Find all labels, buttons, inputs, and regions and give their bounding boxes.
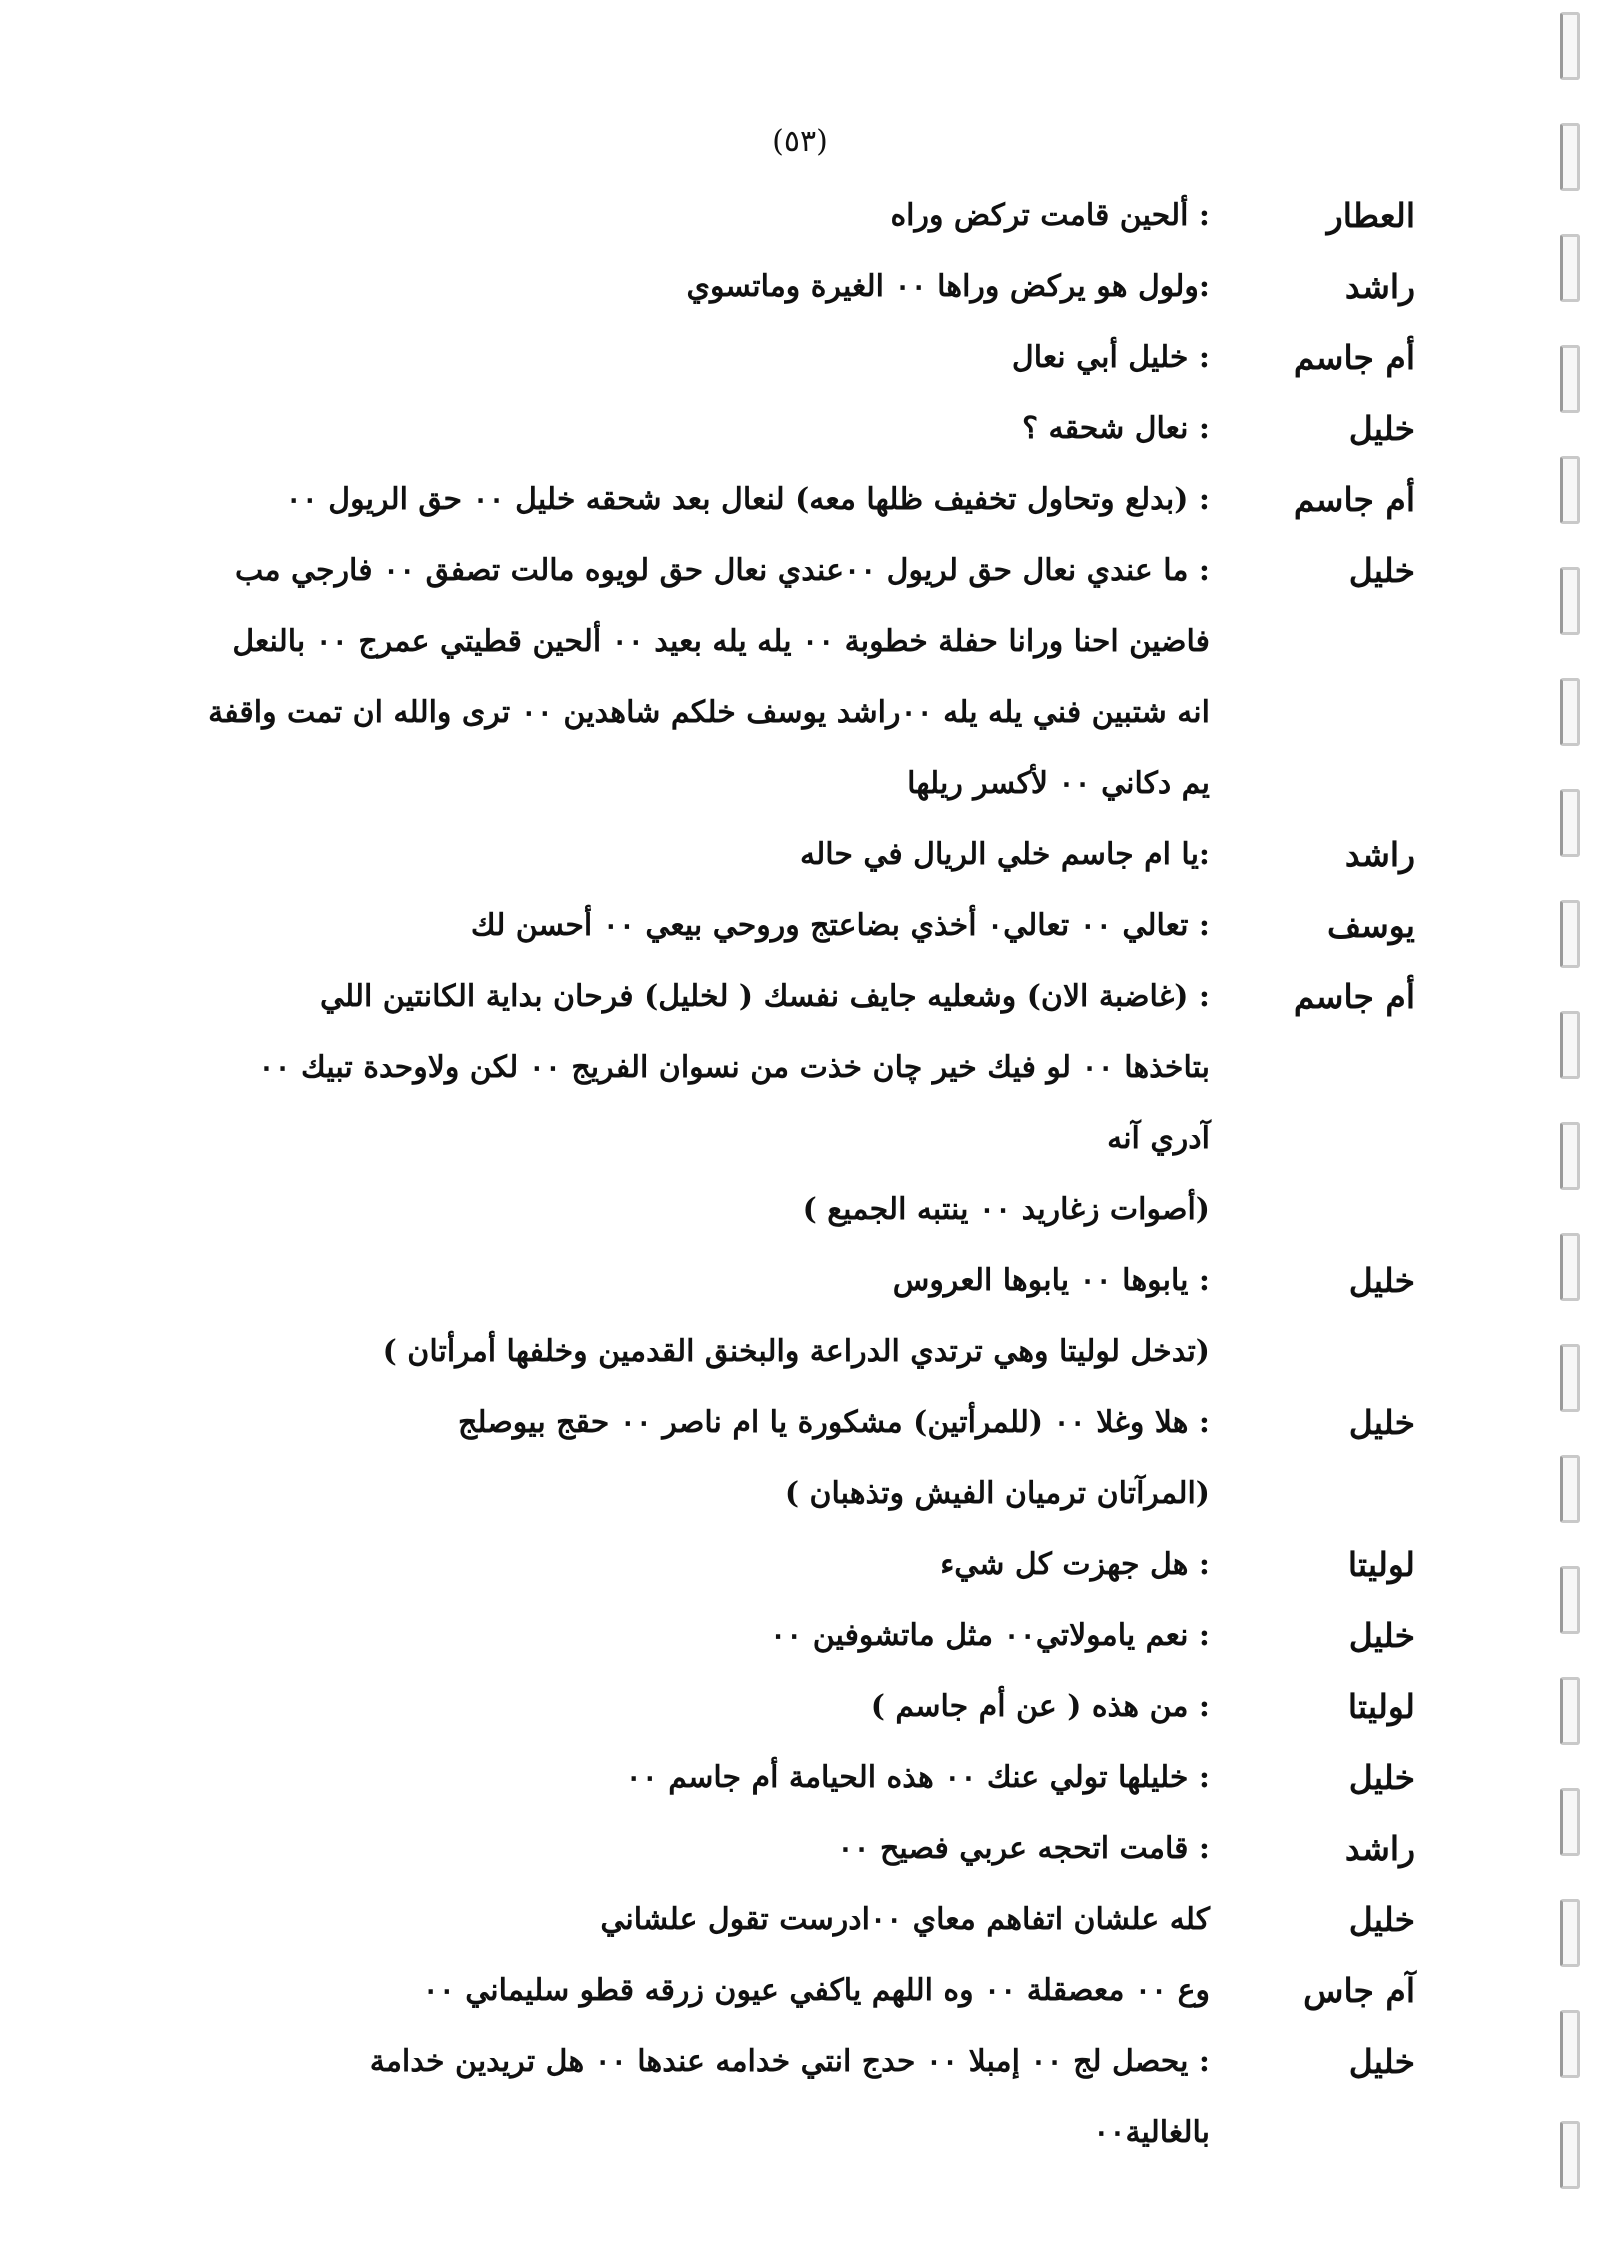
dialogue-text: : (غاضبة الان) وشعليه جايف نفسك ( لخليل) فرحان بداية الكانتين اللي bbox=[319, 979, 1210, 1014]
binder-ring-icon bbox=[1560, 1455, 1580, 1523]
script-line bbox=[185, 2097, 1415, 2168]
dialogue-text: : هلا وغلا ٠٠ (للمرأتين) مشكورة يا ام ناصر ٠٠ حقج بيوصلج bbox=[458, 1405, 1210, 1440]
dialogue-text: :يا ام جاسم خلي الريال في حاله bbox=[800, 837, 1210, 872]
speaker-name: راشد bbox=[1344, 267, 1415, 306]
binder-ring-icon bbox=[1560, 1899, 1580, 1967]
script-line bbox=[185, 1671, 1415, 1742]
binder-ring-icon bbox=[1560, 1122, 1580, 1190]
dialogue-text: : (بدلع وتحاول تخفيف ظلها معه) لنعال بعد شحقه خليل ٠٠ حق الريول ٠٠ bbox=[285, 482, 1210, 517]
script-line bbox=[185, 1742, 1415, 1813]
dialogue-text: : ألحين قامت تركض وراه bbox=[890, 198, 1210, 233]
script-line bbox=[185, 2026, 1415, 2097]
dialogue-text: : يحصل لج ٠٠ إمبلا ٠٠ حدج انتي خدامه عندها ٠٠ هل تريدين خدامة bbox=[369, 2044, 1210, 2079]
script-line bbox=[185, 1387, 1415, 1458]
script-line bbox=[185, 535, 1415, 606]
script-line bbox=[185, 322, 1415, 393]
binder-ring-icon bbox=[1560, 345, 1580, 413]
speaker-name: أم جاسم bbox=[1293, 977, 1415, 1016]
script-line bbox=[185, 180, 1415, 251]
binder-ring-icon bbox=[1560, 234, 1580, 302]
dialogue-text: بالغالية٠٠ bbox=[1093, 2115, 1210, 2150]
binder-ring-icon bbox=[1560, 567, 1580, 635]
binder-ring-icon bbox=[1560, 1677, 1580, 1745]
speaker-name: خليل bbox=[1348, 551, 1415, 590]
binder-ring-icon bbox=[1560, 2010, 1580, 2078]
script-line bbox=[185, 819, 1415, 890]
dialogue-text: : نعال شحقه ؟ bbox=[1022, 411, 1210, 446]
script-line bbox=[185, 961, 1415, 1032]
speaker-name: خليل bbox=[1348, 1758, 1415, 1797]
speaker-name: لوليتا bbox=[1347, 1687, 1415, 1726]
script-line bbox=[185, 1032, 1415, 1103]
script-line bbox=[185, 1955, 1415, 2026]
script-line bbox=[185, 464, 1415, 535]
dialogue-text: (تدخل لوليتا وهي ترتدي الدراعة والبخنق القدمين وخلفها أمرأتان ) bbox=[382, 1334, 1210, 1369]
dialogue-text: :ولول هو يركض وراها ٠٠ الغيرة وماتسوي bbox=[686, 269, 1210, 304]
dialogue-text: : يابوها ٠٠ يابوها العروس bbox=[892, 1263, 1210, 1298]
speaker-name: لوليتا bbox=[1347, 1545, 1415, 1584]
binder-ring-icon bbox=[1560, 12, 1580, 80]
script-line bbox=[185, 1103, 1415, 1174]
dialogue-text: (المرآتان ترميان الفيش وتذهبان ) bbox=[784, 1476, 1210, 1511]
binder-ring-icon bbox=[1560, 1566, 1580, 1634]
binder-ring-icon bbox=[1560, 2121, 1580, 2189]
dialogue-text: : تعالي ٠٠ تعالي٠ أخذي بضاعتج وروحي بيعي ٠٠ أحسن لك bbox=[470, 908, 1210, 943]
binder-ring-icon bbox=[1560, 456, 1580, 524]
script-line bbox=[185, 1245, 1415, 1316]
script-line bbox=[185, 748, 1415, 819]
dialogue-text: : خليل أبي نعال bbox=[1011, 340, 1210, 375]
dialogue-text: : نعم يامولاتي٠٠ مثل ماتشوفين ٠٠ bbox=[770, 1618, 1210, 1653]
dialogue-text: وع ٠٠ معصقلة ٠٠ وه اللهم ياكفي عيون زرقه قطو سليماني ٠٠ bbox=[422, 1973, 1210, 2008]
dialogue-text: كله علشان اتفاهم معاي ٠٠ادرست تقول علشاني bbox=[600, 1902, 1210, 1937]
dialogue-text: فاضين احنا ورانا حفلة خطوبة ٠٠ يله يله بعيد ٠٠ ألحين قطيتي عمرج ٠٠ بالنعل bbox=[232, 624, 1210, 659]
speaker-name: راشد bbox=[1344, 1829, 1415, 1868]
dialogue-text: يم دكاني ٠٠ لأكسر ريلها bbox=[907, 766, 1210, 801]
dialogue-text: : هل جهزت كل شيء bbox=[940, 1547, 1210, 1582]
dialogue-text: بتاخذها ٠٠ لو فيك خير چان خذت من نسوان الفريج ٠٠ لكن ولاوحدة تبيك ٠٠ bbox=[258, 1050, 1210, 1085]
speaker-name: آم جاس bbox=[1303, 1971, 1415, 2010]
dialogue-text: (أصوات زغاريد ٠٠ ينتبه الجميع ) bbox=[802, 1192, 1210, 1227]
script-line bbox=[185, 606, 1415, 677]
script-line bbox=[185, 251, 1415, 322]
script-line bbox=[185, 1813, 1415, 1884]
dialogue-text: : ما عندي نعال حق لريول ٠٠عندي نعال حق لويوه مالت تصفق ٠٠ فارجي مب bbox=[235, 553, 1210, 588]
script-line bbox=[185, 1316, 1415, 1387]
binder-ring-icon bbox=[1560, 123, 1580, 191]
speaker-name: خليل bbox=[1348, 1900, 1415, 1939]
dialogue-text: : من هذه ( عن أم جاسم ) bbox=[870, 1689, 1210, 1724]
script-line bbox=[185, 1174, 1415, 1245]
speaker-name: راشد bbox=[1344, 835, 1415, 874]
binder-ring-icon bbox=[1560, 1011, 1580, 1079]
script-line bbox=[185, 1529, 1415, 1600]
speaker-name: خليل bbox=[1348, 2042, 1415, 2081]
binder-ring-icon bbox=[1560, 678, 1580, 746]
binder-ring-icon bbox=[1560, 1233, 1580, 1301]
script-line bbox=[185, 1884, 1415, 1955]
binder-ring-icon bbox=[1560, 1344, 1580, 1412]
speaker-name: خليل bbox=[1348, 1616, 1415, 1655]
binder-ring-icon bbox=[1560, 789, 1580, 857]
speaker-name: خليل bbox=[1348, 409, 1415, 448]
speaker-name: العطار bbox=[1326, 196, 1415, 235]
speaker-name: أم جاسم bbox=[1293, 480, 1415, 519]
speaker-name: خليل bbox=[1348, 1261, 1415, 1300]
script-line bbox=[185, 890, 1415, 961]
page-number: (٥٣) bbox=[772, 124, 828, 159]
binder-ring-icon bbox=[1560, 1788, 1580, 1856]
script-line bbox=[185, 677, 1415, 748]
binder-rings bbox=[1530, 0, 1600, 2262]
speaker-name: أم جاسم bbox=[1293, 338, 1415, 377]
script-line bbox=[185, 393, 1415, 464]
dialogue-text: : قامت اتحجه عربي فصيح ٠٠ bbox=[837, 1831, 1210, 1866]
speaker-name: يوسف bbox=[1326, 906, 1415, 945]
script-body bbox=[185, 180, 1415, 2168]
speaker-name: خليل bbox=[1348, 1403, 1415, 1442]
dialogue-text: انه شتبين فني يله يله ٠٠راشد يوسف خلكم شاهدين ٠٠ ترى والله ان تمت واقفة bbox=[208, 695, 1210, 730]
binder-ring-icon bbox=[1560, 900, 1580, 968]
script-line bbox=[185, 1458, 1415, 1529]
dialogue-text: آدري آنه bbox=[1107, 1121, 1210, 1156]
script-line bbox=[185, 1600, 1415, 1671]
dialogue-text: : خليلها تولي عنك ٠٠ هذه الحيامة أم جاسم ٠٠ bbox=[625, 1760, 1210, 1795]
